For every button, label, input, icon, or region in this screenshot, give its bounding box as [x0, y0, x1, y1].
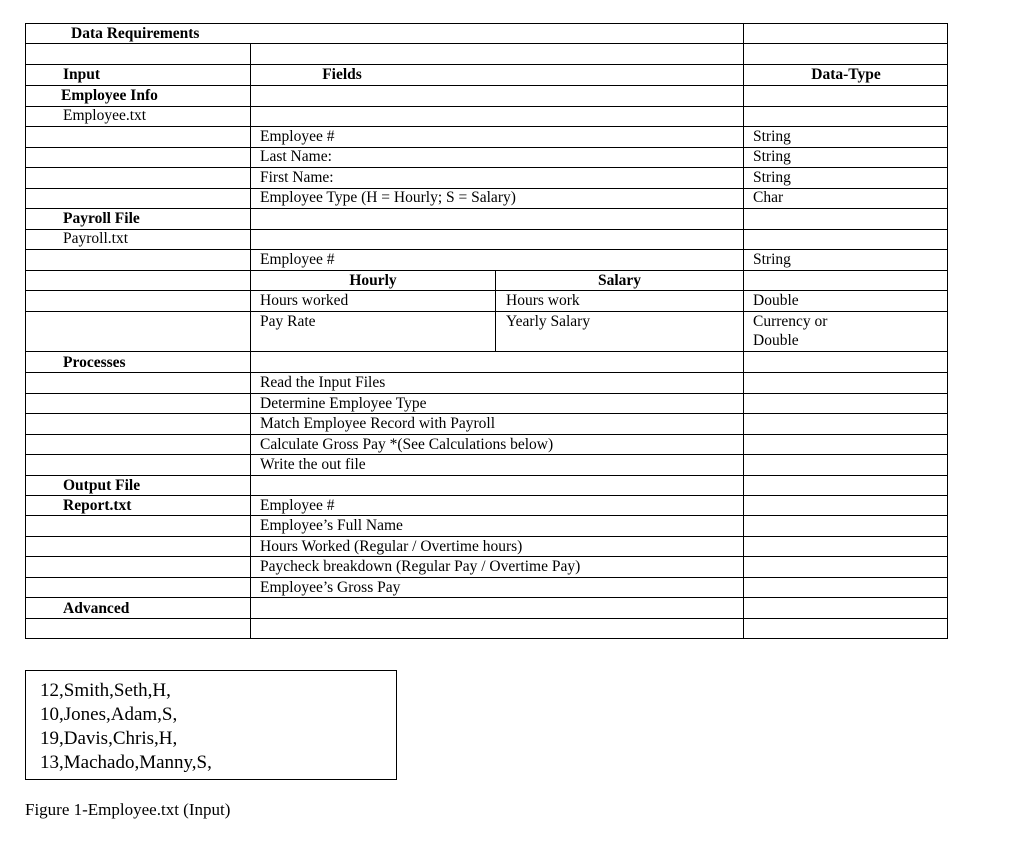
salary-header: Salary: [597, 272, 642, 289]
figure-caption: Figure 1-Employee.txt (Input): [25, 800, 231, 819]
table-line: [25, 351, 948, 352]
hours-worked-field: Hours worked: [260, 292, 349, 309]
payroll-employee-number-type: String: [753, 251, 791, 268]
pay-type-line1: Currency or: [753, 313, 828, 330]
data-type-header: Data-Type: [811, 66, 881, 83]
table-line: [25, 43, 948, 44]
field-employee-type: Employee Type (H = Hourly; S = Salary): [260, 189, 516, 206]
field-last-name: Last Name:: [260, 148, 332, 165]
table-line: [25, 126, 948, 127]
table-line: [25, 495, 948, 496]
table-line: [25, 270, 948, 271]
sample-record: 10,Jones,Adam,S,: [40, 704, 178, 725]
type-first-name: String: [753, 169, 791, 186]
table-line: [25, 208, 948, 209]
input-label: Input: [63, 66, 101, 83]
table-line: [25, 515, 948, 516]
output-item: Employee’s Full Name: [260, 517, 403, 534]
sample-record: 13,Machado,Manny,S,: [40, 752, 212, 773]
output-item: Employee’s Gross Pay: [260, 579, 401, 596]
field-employee-number: Employee #: [260, 128, 335, 145]
sample-record: 19,Davis,Chris,H,: [40, 728, 178, 749]
table-line: [25, 229, 948, 230]
payroll-employee-number: Employee #: [260, 251, 335, 268]
process-item: Read the Input Files: [260, 374, 386, 391]
output-file-label: Output File: [63, 477, 141, 494]
employee-file-name: Employee.txt: [63, 107, 147, 124]
table-title: Data Requirements: [71, 25, 200, 42]
processes-label: Processes: [63, 354, 126, 371]
table-line: [25, 311, 948, 312]
table-line: [743, 23, 744, 639]
table-line: [25, 434, 948, 435]
payroll-file-label: Payroll File: [63, 210, 140, 227]
hours-type: Double: [753, 292, 799, 309]
process-item: Match Employee Record with Payroll: [260, 415, 496, 432]
output-item: Paycheck breakdown (Regular Pay / Overtime Pay): [260, 558, 581, 575]
table-line: [25, 290, 948, 291]
table-line: [25, 249, 948, 250]
table-line: [947, 23, 948, 639]
table-line: [25, 167, 948, 168]
table-line: [25, 475, 948, 476]
advanced-label: Advanced: [63, 600, 130, 617]
table-line: [25, 23, 948, 24]
process-item: Calculate Gross Pay *(See Calculations below): [260, 436, 554, 453]
table-line: [25, 413, 948, 414]
type-last-name: String: [753, 148, 791, 165]
type-employee-number: String: [753, 128, 791, 145]
data-requirements-table: [25, 23, 948, 639]
table-line: [25, 638, 948, 639]
pay-type-line2: Double: [753, 332, 799, 349]
process-item: Determine Employee Type: [260, 395, 427, 412]
output-item: Employee #: [260, 497, 335, 514]
table-line: [25, 147, 948, 148]
table-line: [25, 372, 948, 373]
table-line: [250, 43, 251, 639]
process-item: Write the out file: [260, 456, 366, 473]
table-line: [25, 556, 948, 557]
table-line: [25, 536, 948, 537]
pay-rate-field: Pay Rate: [260, 313, 316, 330]
sample-record: 12,Smith,Seth,H,: [40, 680, 171, 701]
type-employee-type: Char: [753, 189, 784, 206]
table-line: [25, 393, 948, 394]
table-line: [25, 23, 26, 639]
table-line: [25, 85, 948, 86]
table-line: [25, 577, 948, 578]
output-file-name: Report.txt: [63, 497, 132, 514]
employee-info-label: Employee Info: [61, 87, 158, 104]
hours-work-field: Hours work: [506, 292, 580, 309]
table-line: [25, 597, 948, 598]
table-line: [25, 618, 948, 619]
table-line: [25, 64, 948, 65]
yearly-salary-field: Yearly Salary: [506, 313, 591, 330]
employee-sample-box: [25, 670, 397, 780]
table-line: [25, 106, 948, 107]
payroll-file-name: Payroll.txt: [63, 230, 129, 247]
output-item: Hours Worked (Regular / Overtime hours): [260, 538, 523, 555]
hourly-header: Hourly: [349, 272, 397, 289]
field-first-name: First Name:: [260, 169, 334, 186]
fields-header: Fields: [322, 66, 362, 83]
table-line: [25, 454, 948, 455]
